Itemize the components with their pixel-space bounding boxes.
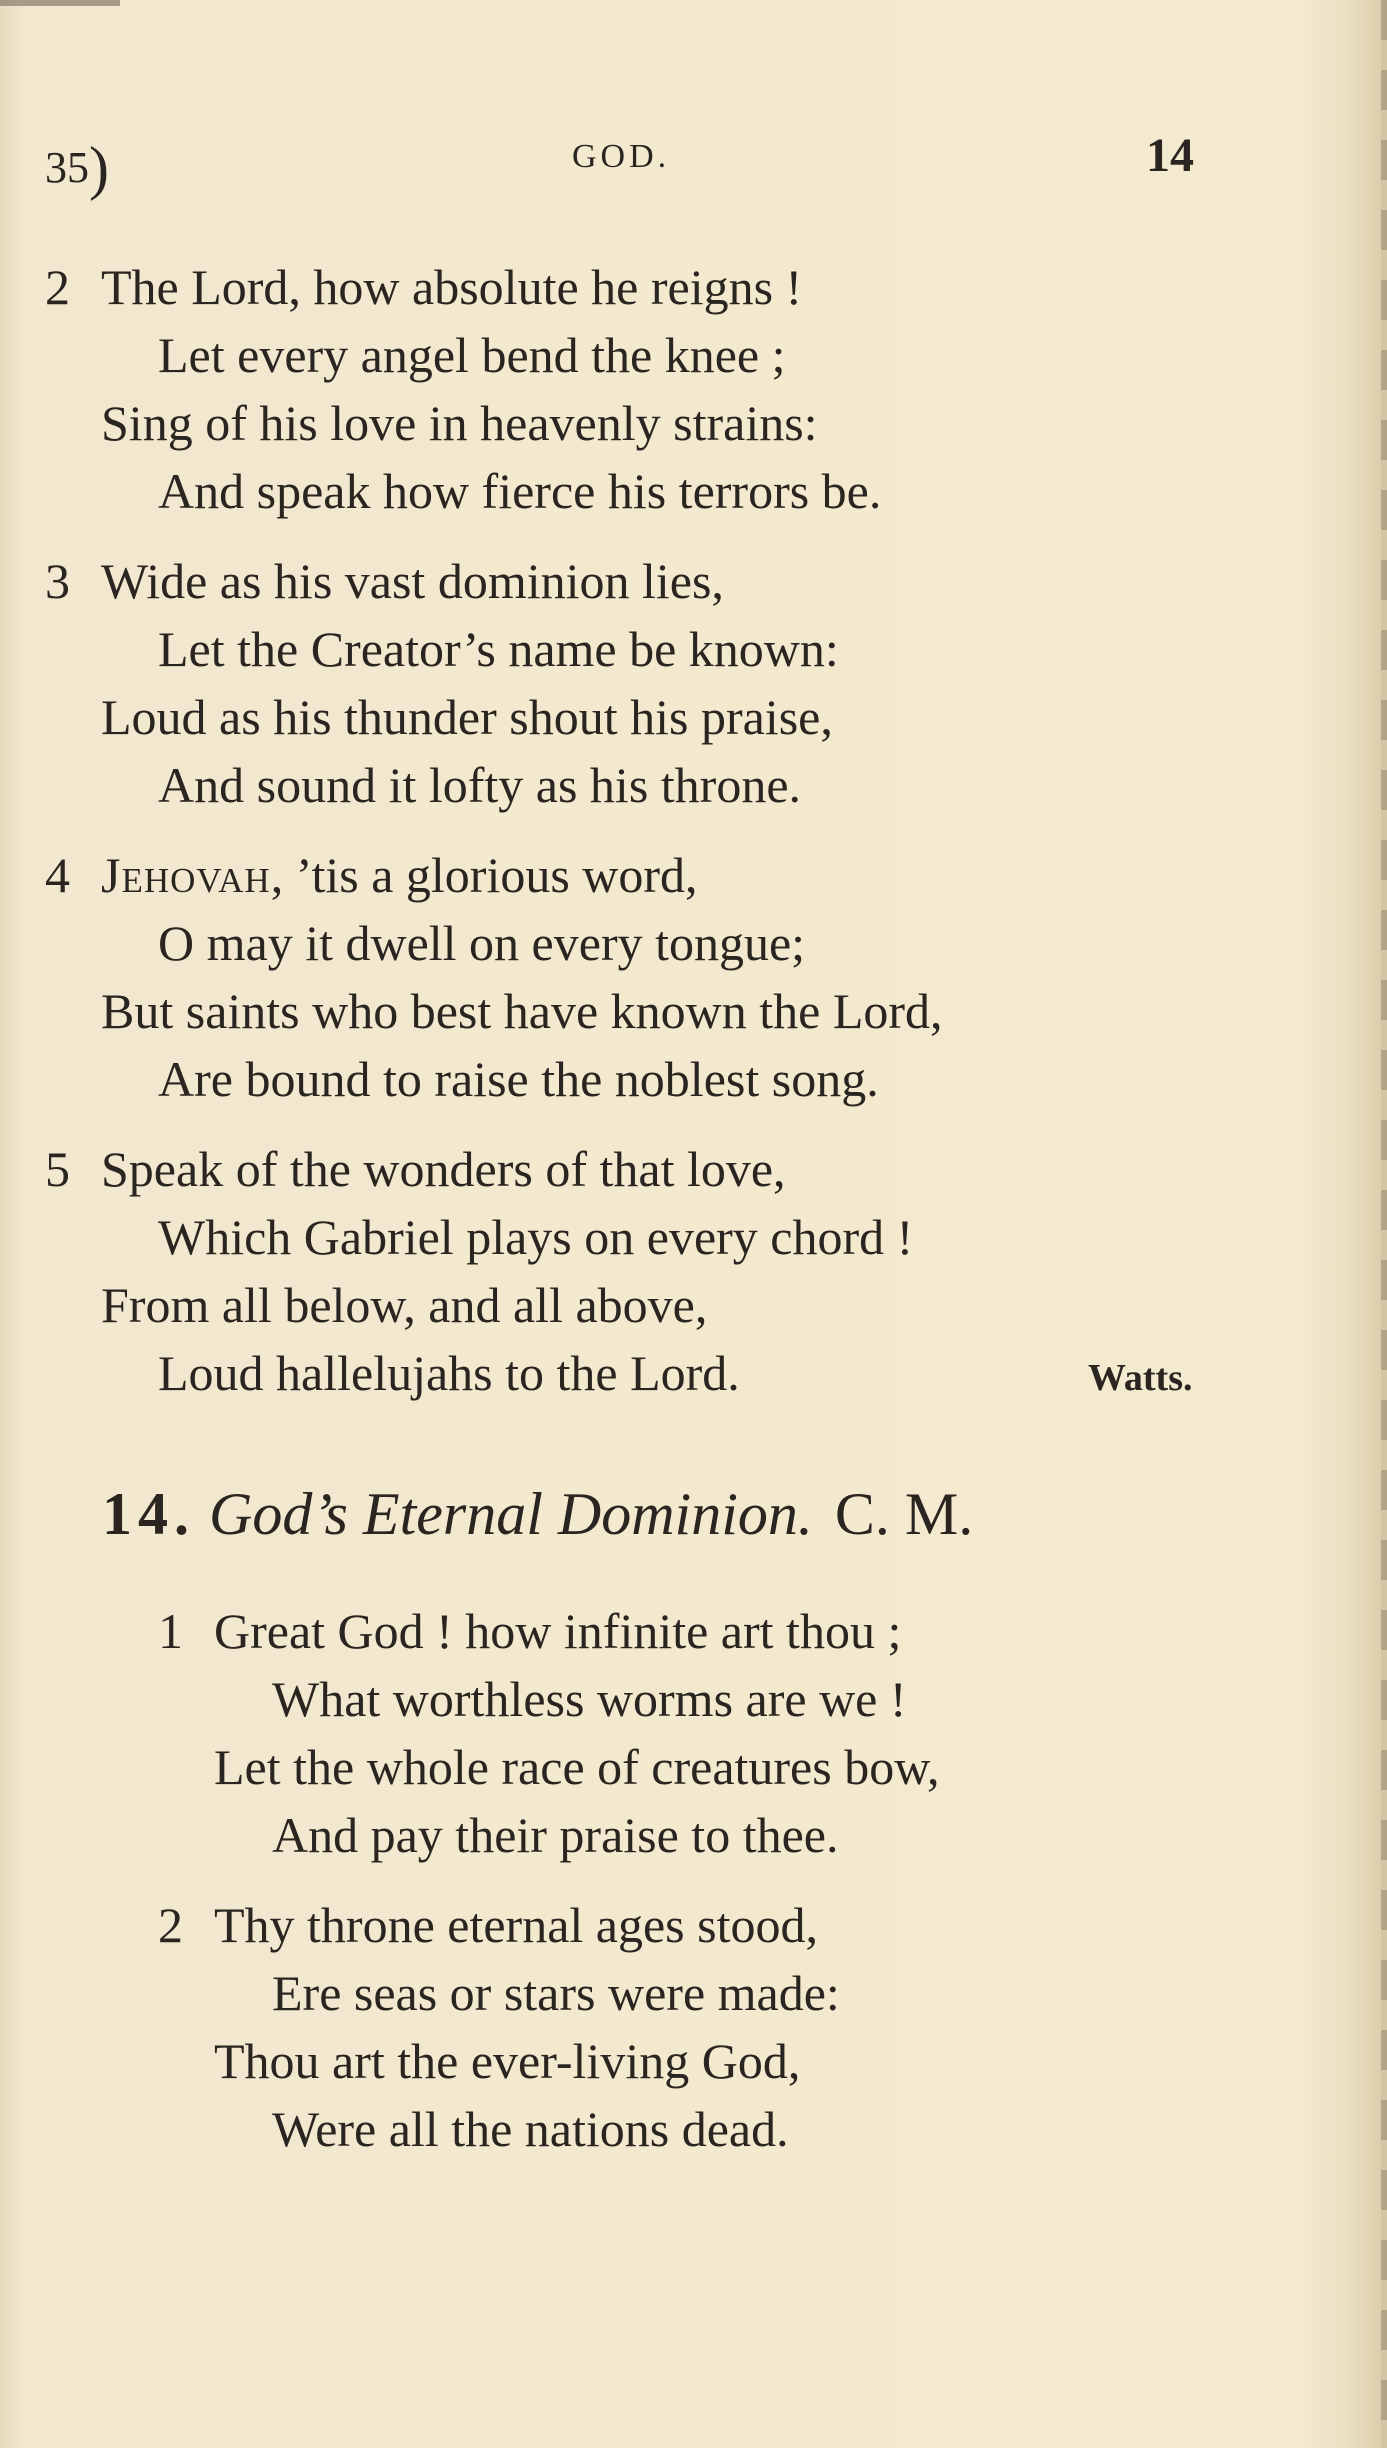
divine-name: Jehovah [101,847,271,903]
verse-line: Which Gabriel plays on every chord ! [158,1209,914,1265]
verse-line: Wide as his vast dominion lies, [101,553,724,609]
verse-line: Loud as his thunder shout his praise, [101,689,833,745]
verse-line: Sing of his love in heavenly strains: [101,395,818,451]
verse-line: And speak how fierce his terrors be. [158,463,882,519]
stanza-number: 1 [158,1603,183,1659]
verse-line: Were all the nations dead. [272,2101,789,2157]
hymn-meter: C. M. [834,1481,974,1547]
stanza-number: 2 [158,1897,183,1953]
verse-line: Let the whole race of creatures bow, [214,1739,940,1795]
verse-line: Let every angel bend the knee ; [158,327,786,383]
top-rule [0,0,120,6]
verse-line: Are bound to raise the noblest song. [158,1051,879,1107]
verse-line: What worthless worms are we ! [272,1671,907,1727]
verse-line: O may it dwell on every tongue; [158,915,806,971]
verse-line: And pay their praise to thee. [272,1807,839,1863]
verse-line: Jehovah, ’tis a glorious word, [101,847,698,903]
running-header [0,128,1387,201]
verse-line: Ere seas or stars were made: [272,1965,840,2021]
verse-line: Loud hallelujahs to the Lord. [158,1345,740,1401]
verse-line: Great God ! how infinite art thou ; [214,1603,902,1659]
page-edge [1381,0,1387,2448]
header-title: GOD. [572,138,671,175]
verse-line: Thou art the ever-living God, [214,2033,801,2089]
stanza-number: 5 [45,1141,70,1197]
verse-line: Let the Creator’s name be known: [158,621,839,677]
stanza-number: 3 [45,553,70,609]
verse-line: And sound it lofty as his throne. [158,757,802,813]
stanza-number: 4 [45,847,70,903]
verse-line: Thy throne eternal ages stood, [214,1897,818,1953]
verse-line: The Lord, how absolute he reigns ! [101,259,803,315]
header-page-ref: 35) [45,135,109,201]
verse-line: But saints who best have known the Lord, [101,983,943,1039]
header-page-number: 14 [1146,129,1194,182]
verse-line: Speak of the wonders of that love, [101,1141,786,1197]
hymn-number: 14. [102,1481,195,1547]
stanza-number: 2 [45,259,70,315]
author-attribution: Watts. [1088,1357,1193,1399]
hymn-title: God’s Eternal Dominion. [209,1481,813,1547]
hymn-heading [102,1480,973,1549]
verse-line: From all below, and all above, [101,1277,708,1333]
